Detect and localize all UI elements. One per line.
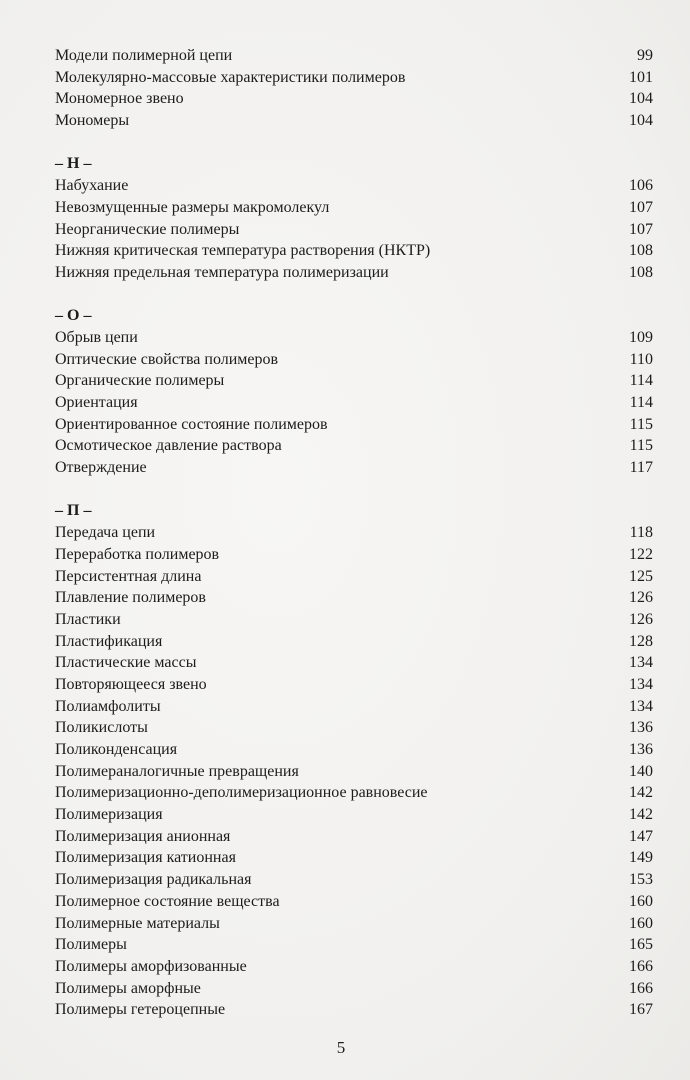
index-term: Пластики <box>55 610 121 628</box>
index-page-ref: 147 <box>629 827 653 845</box>
subject-index <box>55 45 653 1021</box>
index-term: Полимеры аморфизованные <box>55 957 247 975</box>
index-page-ref: 167 <box>629 1001 653 1019</box>
index-term: Органические полимеры <box>55 372 225 390</box>
index-term: Полимеры аморфные <box>55 979 201 997</box>
index-page-ref: 136 <box>629 741 653 758</box>
index-term: Ориентация <box>55 394 138 411</box>
index-entry <box>55 978 653 1000</box>
index-page-ref: 114 <box>629 394 653 411</box>
index-page-ref: 104 <box>629 90 653 108</box>
index-entry <box>55 696 653 718</box>
index-page-ref: 114 <box>629 372 653 390</box>
index-term: Набухание <box>55 177 129 195</box>
index-term: Оптические свойства полимеров <box>55 350 279 368</box>
index-page-ref: 99 <box>637 47 653 64</box>
index-page-ref: 140 <box>629 762 653 780</box>
index-page-ref: 122 <box>629 545 653 563</box>
index-term: Нижняя предельная температура полимеризации <box>55 263 389 281</box>
index-page-ref: 118 <box>629 524 653 542</box>
index-term: Осмотическое давление раствора <box>55 437 282 455</box>
index-entry <box>55 240 653 262</box>
index-term: Поликонденсация <box>55 741 178 758</box>
index-term: Полимеры <box>55 936 127 954</box>
index-page-ref: 108 <box>629 263 653 281</box>
index-page-ref: 115 <box>629 437 653 455</box>
index-entry <box>55 522 653 544</box>
index-page-ref: 117 <box>629 459 653 477</box>
index-term: Переработка полимеров <box>55 545 220 563</box>
index-entry <box>55 609 653 631</box>
index-page-ref: 136 <box>629 719 653 737</box>
index-term: Пластические массы <box>55 654 197 672</box>
index-entry <box>55 782 653 804</box>
index-entry <box>55 349 653 371</box>
index-page-ref: 160 <box>629 914 653 932</box>
index-term: Персистентная длина <box>55 567 202 585</box>
index-term: Пластификация <box>55 632 163 650</box>
index-page-ref: 107 <box>629 220 653 238</box>
index-entry <box>55 761 653 783</box>
index-entry <box>55 566 653 588</box>
index-entry <box>55 435 653 457</box>
section-gap <box>55 284 653 306</box>
index-term: Мономеры <box>55 112 130 130</box>
index-entry <box>55 999 653 1021</box>
index-page-ref: 165 <box>629 936 653 954</box>
index-entry <box>55 956 653 978</box>
index-term: Полимерные материалы <box>55 914 220 932</box>
section-gap <box>55 132 653 154</box>
index-entry <box>55 739 653 761</box>
index-term: Полимеризация анионная <box>55 827 231 845</box>
index-page-ref: 125 <box>629 567 653 585</box>
letter-heading: – О – <box>55 307 92 325</box>
index-term: Полимеры гетероцепные <box>55 1001 226 1019</box>
index-entry <box>55 804 653 826</box>
index-page-ref: 126 <box>629 610 653 628</box>
index-term: Передача цепи <box>55 524 156 542</box>
index-entry <box>55 717 653 739</box>
index-term: Полимеризация <box>55 806 163 824</box>
index-entry <box>55 847 653 869</box>
index-page-ref: 134 <box>629 675 653 693</box>
index-entry <box>55 262 653 284</box>
index-term: Обрыв цепи <box>55 328 138 346</box>
index-entry <box>55 544 653 566</box>
index-entry <box>55 913 653 935</box>
index-page-ref: 108 <box>629 242 653 260</box>
index-page-ref: 106 <box>629 177 653 195</box>
index-term: Нижняя критическая температура растворения (НКТР) <box>55 242 431 260</box>
index-term: Полимераналогичные превращения <box>55 762 299 780</box>
index-term: Ориентированное состояние полимеров <box>55 415 328 433</box>
index-entry <box>55 457 653 479</box>
index-entry <box>55 175 653 197</box>
index-term: Полимеризация катионная <box>55 849 236 867</box>
index-page-ref: 142 <box>629 784 653 802</box>
index-page-ref: 166 <box>629 957 653 975</box>
index-entry <box>55 934 653 956</box>
index-page-ref: 142 <box>629 806 653 824</box>
index-term: Плавление полимеров <box>55 589 206 607</box>
index-page-ref: 101 <box>629 68 653 86</box>
index-page-ref: 104 <box>629 112 653 130</box>
index-page-ref: 160 <box>629 892 653 910</box>
index-entry <box>55 219 653 241</box>
index-entry <box>55 110 653 132</box>
index-term: Повторяющееся звено <box>55 675 207 693</box>
index-entry <box>55 891 653 913</box>
index-entry <box>55 370 653 392</box>
index-entry <box>55 45 653 67</box>
letter-heading: – П – <box>55 502 92 520</box>
index-entry <box>55 414 653 436</box>
index-term: Полимеризационно-деполимеризационное равновесие <box>55 784 428 802</box>
index-entry <box>55 826 653 848</box>
index-page-ref: 149 <box>629 849 653 867</box>
index-entry <box>55 197 653 219</box>
index-page-ref: 107 <box>629 198 653 216</box>
index-term: Полиамфолиты <box>55 697 161 715</box>
index-page-ref: 115 <box>629 415 653 433</box>
index-entry <box>55 652 653 674</box>
index-term: Отверждение <box>55 459 147 477</box>
index-page-ref: 126 <box>629 589 653 607</box>
index-term: Полимеризация радикальная <box>55 871 252 889</box>
index-entry <box>55 327 653 349</box>
index-term: Поликислоты <box>55 719 148 737</box>
index-entry <box>55 88 653 110</box>
index-page-ref: 128 <box>629 632 653 650</box>
index-entry <box>55 869 653 891</box>
index-term: Молекулярно-массовые характеристики полимеров <box>55 68 406 86</box>
index-entry <box>55 587 653 609</box>
index-term: Мономерное звено <box>55 90 184 108</box>
index-entry <box>55 392 653 414</box>
index-page-ref: 134 <box>629 654 653 672</box>
index-page-ref: 109 <box>629 328 653 346</box>
index-page-ref: 134 <box>629 697 653 715</box>
section-gap <box>55 479 653 501</box>
page-number: 5 <box>336 1038 346 1057</box>
index-page-ref: 166 <box>629 979 653 997</box>
index-term: Модели полимерной цепи <box>55 47 233 64</box>
letter-heading: – Н – <box>55 155 92 173</box>
index-entry <box>55 631 653 653</box>
index-term: Невозмущенные размеры макромолекул <box>55 198 330 216</box>
index-entry <box>55 674 653 696</box>
index-entry <box>55 67 653 89</box>
index-page-ref: 153 <box>629 871 653 889</box>
index-term: Полимерное состояние вещества <box>55 892 280 910</box>
index-page-ref: 110 <box>629 350 653 368</box>
index-term: Неорганические полимеры <box>55 220 240 238</box>
